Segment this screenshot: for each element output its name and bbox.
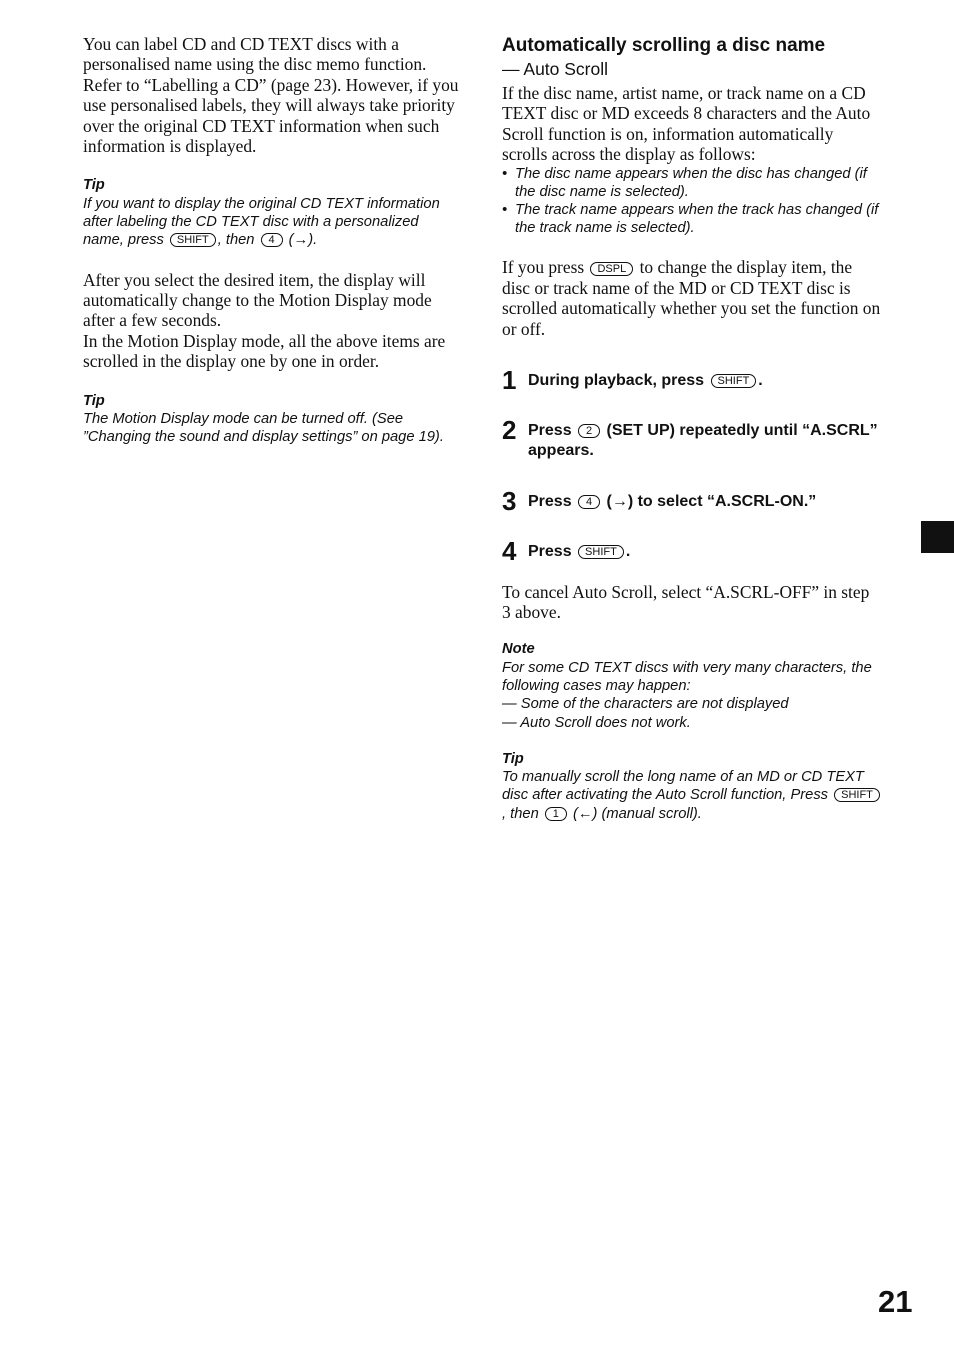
left-column (83, 34, 459, 447)
number-key-1-icon: 1 (545, 807, 567, 821)
step-text-b: (→) to select “A.SCRL-ON.” (606, 492, 817, 510)
shift-key-icon: SHIFT (578, 545, 624, 559)
tip-block-motion-display (83, 392, 459, 447)
page-number: 21 (878, 1284, 913, 1319)
step-text-b: . (758, 372, 763, 390)
step-text-a: Press (528, 543, 572, 561)
step-text-a: Press (528, 492, 572, 510)
dspl-text-b: to change the display item, the disc or track name of the MD or CD TEXT disc is scrolled automatically whether you set the function on or off. (502, 257, 881, 339)
list-item (502, 201, 882, 237)
step-text (528, 371, 882, 392)
tip-text-a: To manually scroll the long name of an MD or CD TEXT disc after activating the Auto Scroll function, Press (502, 769, 864, 804)
tip-block-cd-text (83, 176, 459, 249)
step-text-a: Press (528, 421, 572, 439)
note-text: For some CD TEXT discs with very many characters, the following cases may happen: (502, 659, 872, 694)
step-1 (502, 365, 882, 396)
step-number: 3 (502, 485, 517, 516)
tip-text-c: (←) (manual scroll). (572, 805, 702, 822)
step-3 (502, 485, 882, 516)
section-tab-marker (921, 521, 954, 553)
step-number: 1 (502, 365, 517, 396)
step-text (528, 421, 882, 462)
bullet-list (502, 165, 882, 238)
bullet-text: The disc name appears when the disc has changed (if the disc name is selected). (515, 165, 867, 200)
intro-paragraph: If the disc name, artist name, or track name on a CD TEXT disc or MD exceeds 8 characters and the Auto Scroll function is on, information automatically scrolls across the display as follows: (502, 83, 871, 165)
motion-display-paragraph: After you select the desired item, the display will automatically change to the Motion Display mode after a few seconds. (83, 269, 432, 331)
shift-key-icon: SHIFT (170, 233, 216, 247)
dspl-key-icon: DSPL (590, 262, 633, 276)
tip-text-b: , then (502, 805, 539, 822)
list-item (502, 165, 882, 201)
step-text-b: . (625, 543, 631, 561)
note-block (502, 640, 882, 731)
step-4 (502, 536, 882, 567)
shift-key-icon: SHIFT (834, 788, 880, 802)
step-number: 2 (502, 414, 517, 445)
right-column (502, 34, 882, 823)
cancel-paragraph: To cancel Auto Scroll, select “A.SCRL-OFF” in step 3 above. (502, 581, 870, 622)
step-text-a: During playback, press (528, 372, 705, 390)
tip-block-manual-scroll (502, 750, 882, 823)
note-heading: Note (502, 641, 535, 658)
number-key-4-icon: 4 (261, 233, 283, 247)
bullet-text: The track name appears when the track has changed (if the track name is selected). (515, 202, 879, 237)
note-line: — Some of the characters are not displayed (502, 696, 789, 713)
tip-text (502, 768, 882, 823)
step-number: 4 (502, 536, 517, 567)
step-text (528, 542, 882, 563)
tip-text-a: If you want to display the original CD TEXT information after labeling the CD TEXT disc with a personalized name, press (83, 195, 440, 249)
bullet-icon: • (502, 202, 508, 219)
tip-heading: Tip (83, 177, 105, 194)
tip-text-b: , then (217, 232, 255, 249)
dspl-text-a: If you press (502, 257, 585, 278)
bullet-icon: • (502, 165, 508, 182)
number-key-2-icon: 2 (578, 424, 600, 438)
section-subtitle: — Auto Scroll (502, 59, 609, 79)
shift-key-icon: SHIFT (711, 374, 757, 388)
tip-heading: Tip (502, 750, 524, 767)
motion-display-mode-paragraph: In the Motion Display mode, all the above items are scrolled in the display one by one in order. (83, 330, 446, 372)
tip-text (83, 195, 459, 250)
step-text (528, 492, 882, 513)
number-key-4-icon: 4 (578, 495, 600, 509)
dspl-paragraph (502, 257, 882, 339)
tip-heading: Tip (83, 392, 105, 409)
label-discs-paragraph: You can label CD and CD TEXT discs with a personalised name using the disc memo function. Refer to “Labelling a CD” (page 23). However, if you use personalised labels, they will always take priority over the original CD TEXT information when such information is displayed. (83, 34, 459, 157)
tip-text: The Motion Display mode can be turned off. (See ”Changing the sound and display settings” on page 19). (83, 410, 444, 446)
step-2 (502, 414, 882, 462)
note-line: — Auto Scroll does not work. (502, 714, 691, 731)
section-title: Automatically scrolling a disc name (502, 35, 826, 56)
step-text-b: (SET UP) repeatedly until “A.SCRL” appears. (528, 421, 878, 460)
tip-text-c: (→). (288, 232, 318, 249)
